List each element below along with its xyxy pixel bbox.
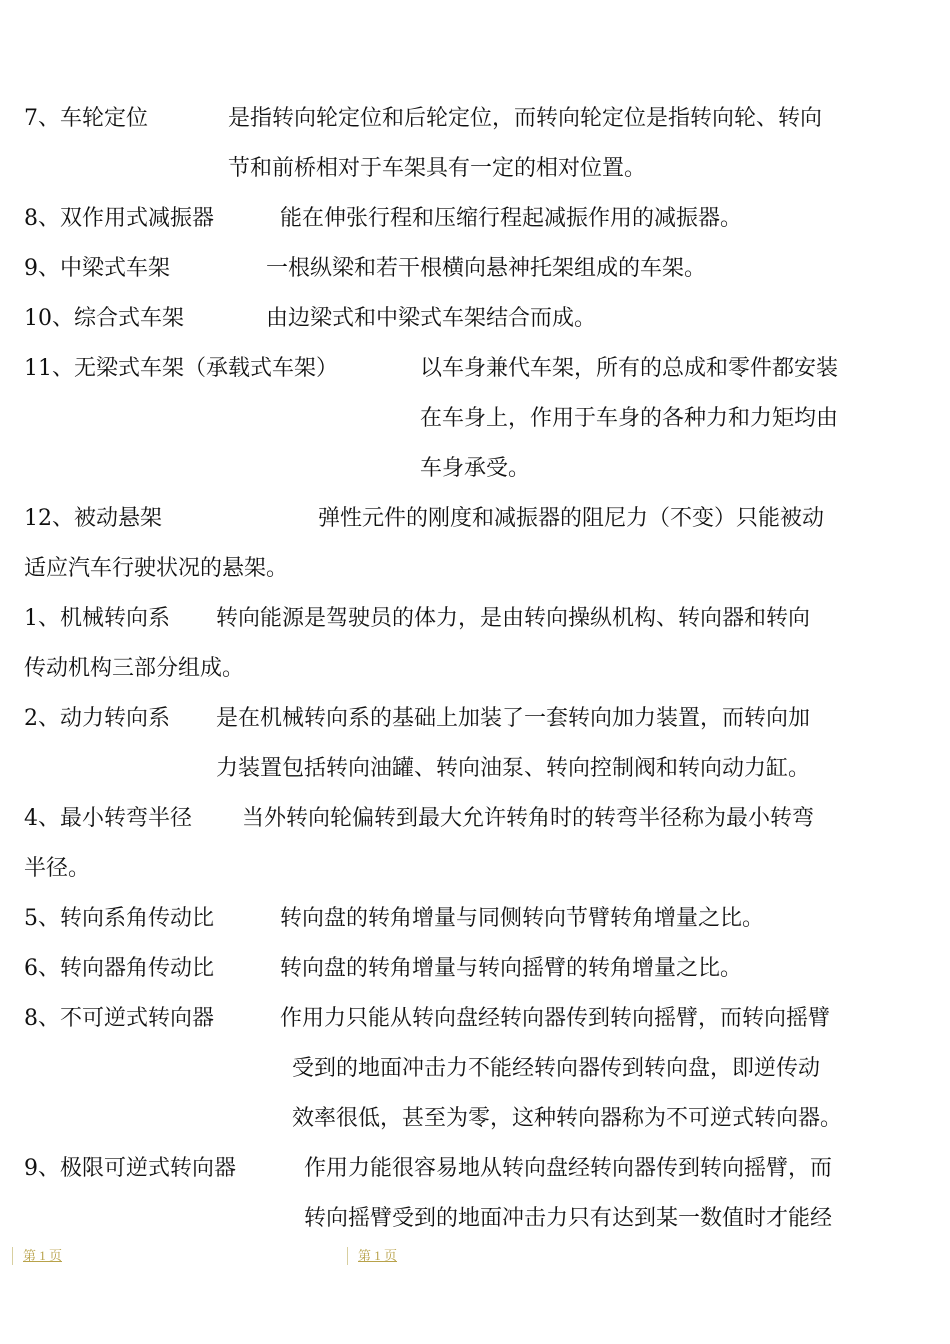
entry-4-definition-line-2: 半径。 xyxy=(24,856,91,881)
entry-2-term: 2、动力转向系 xyxy=(24,706,170,731)
entry-7-definition-line-2: 节和前桥相对于车架具有一定的相对位置。 xyxy=(228,156,647,181)
page-number-right: 第 1 页 xyxy=(347,1247,397,1265)
page-number-left: 第 1 页 xyxy=(12,1247,62,1265)
entry-11-definition-line-3: 车身承受。 xyxy=(420,456,531,481)
entry-8-term: 8、双作用式减振器 xyxy=(24,206,214,231)
entry-11-definition-line-2: 在车身上，作用于车身的各种力和力矩均由 xyxy=(420,406,839,431)
entry-4-term: 4、最小转弯半径 xyxy=(24,806,192,831)
entry-4-definition-line-1: 当外转向轮偏转到最大允许转角时的转弯半径称为最小转弯 xyxy=(242,806,815,831)
entry-6-definition-line-1: 转向盘的转角增量与转向摇臂的转角增量之比。 xyxy=(280,956,743,981)
entry-6-term: 6、转向器角传动比 xyxy=(24,956,214,981)
entry-12-term: 12、被动悬架 xyxy=(24,506,162,531)
entry-9b-term: 9、极限可逆式转向器 xyxy=(24,1156,236,1181)
entry-2-definition-line-1: 是在机械转向系的基础上加装了一套转向加力装置，而转向加 xyxy=(216,706,811,731)
entry-10-definition-line-1: 由边梁式和中梁式车架结合而成。 xyxy=(266,306,597,331)
entry-12-definition-line-1: 弹性元件的刚度和减振器的阻尼力（不变）只能被动 xyxy=(318,506,825,531)
entry-5-term: 5、转向系角传动比 xyxy=(24,906,214,931)
entry-9b-definition-line-1: 作用力能很容易地从转向盘经转向器传到转向摇臂，而 xyxy=(304,1156,833,1181)
entry-7-definition-line-1: 是指转向轮定位和后轮定位，而转向轮定位是指转向轮、转向 xyxy=(228,106,823,131)
entry-9b-definition-line-2: 转向摇臂受到的地面冲击力只有达到某一数值时才能经 xyxy=(304,1206,833,1231)
entry-8b-term: 8、不可逆式转向器 xyxy=(24,1006,214,1031)
entry-8b-definition-line-2: 受到的地面冲击力不能经转向器传到转向盘，即逆传动 xyxy=(292,1056,821,1081)
entry-5-definition-line-1: 转向盘的转角增量与同侧转向节臂转角增量之比。 xyxy=(280,906,765,931)
entry-10-term: 10、综合式车架 xyxy=(24,306,184,331)
entry-1-definition-line-2: 传动机构三部分组成。 xyxy=(24,656,245,681)
entry-8b-definition-line-3: 效率很低，甚至为零，这种转向器称为不可逆式转向器。 xyxy=(292,1106,843,1131)
entry-1-term: 1、机械转向系 xyxy=(24,606,170,631)
entry-8-definition-line-1: 能在伸张行程和压缩行程起减振作用的减振器。 xyxy=(280,206,743,231)
entry-9-definition-line-1: 一根纵梁和若干根横向悬神托架组成的车架。 xyxy=(266,256,707,281)
entry-1-definition-line-1: 转向能源是驾驶员的体力，是由转向操纵机构、转向器和转向 xyxy=(216,606,811,631)
entry-7-term: 7、车轮定位 xyxy=(24,106,148,131)
entry-2-definition-line-2: 力装置包括转向油罐、转向油泵、转向控制阀和转向动力缸。 xyxy=(216,756,811,781)
entry-8b-definition-line-1: 作用力只能从转向盘经转向器传到转向摇臂，而转向摇臂 xyxy=(280,1006,831,1031)
entry-9-term: 9、中梁式车架 xyxy=(24,256,170,281)
entry-12-definition-line-2: 适应汽车行驶状况的悬架。 xyxy=(24,556,289,581)
entry-11-term: 11、无梁式车架（承载式车架） xyxy=(24,356,338,381)
entry-11-definition-line-1: 以车身兼代车架，所有的总成和零件都安装 xyxy=(420,356,839,381)
